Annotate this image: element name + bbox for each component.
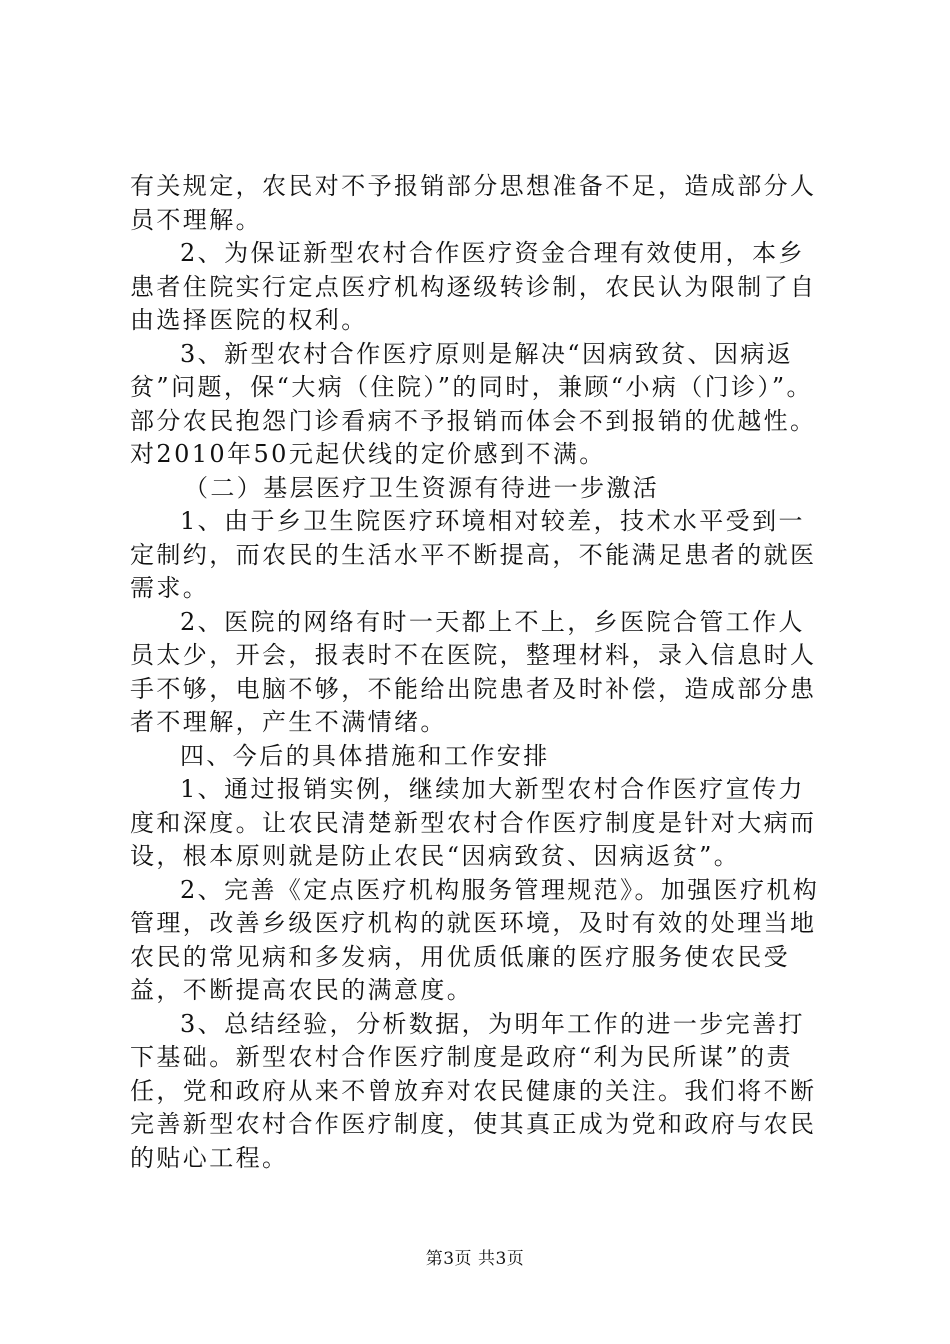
paragraph-measure-2: 2、完善《定点医疗机构服务管理规范》。加强医疗机构管理，改善乡级医疗机构的就医环境，及时有效的处理当地农民的常见病和多发病，用优质低廉的医疗服务使农民受益，不断提高农民的满意度。 [130, 875, 820, 1004]
paragraph-measure-1: 1、通过报销实例，继续加大新型农村合作医疗宣传力度和深度。让农民清楚新型农村合作医疗制度是针对大病而设，根本原则就是防止农民“因病致贫、因病返贫”。 [130, 775, 817, 870]
paragraph-continuation: 有关规定，农民对不予报销部分思想准备不足，造成部分人员不理解。 [130, 172, 817, 234]
section-heading-4: 四、今后的具体措施和工作安排 [180, 741, 550, 770]
page-number-footer: 第3页 共3页 [425, 1249, 525, 1269]
paragraph-item-3: 3、新型农村合作医疗原则是解决“因病致贫、因病返贫”问题，保“大病（住院）”的同时，兼顾“小病（门诊）”。部分农民抱怨门诊看病不予报销而体会不到报销的优越性。对2010年50元起伏线的定价感到不满。 [130, 339, 817, 468]
paragraph-item-2: 2、为保证新型农村合作医疗资金合理有效使用，本乡患者住院实行定点医疗机构逐级转诊制，农民认为限制了自由选择医院的权利。 [130, 239, 817, 334]
paragraph-item-2b: 2、医院的网络有时一天都上不上，乡医院合管工作人员太少，开会，报表时不在医院，整理材料，录入信息时人手不够，电脑不够，不能给出院患者及时补偿，造成部分患者不理解，产生不满情绪。 [130, 607, 817, 736]
document-body [130, 170, 830, 1175]
paragraph-measure-3: 3、总结经验，分析数据，为明年工作的进一步完善打下基础。新型农村合作医疗制度是政府“利为民所谋”的责任，党和政府从来不曾放弃对农民健康的关注。我们将不断完善新型农村合作医疗制度，使其真正成为党和政府与农民的贴心工程。 [130, 1009, 817, 1172]
paragraph-item-1: 1、由于乡卫生院医疗环境相对较差，技术水平受到一定制约，而农民的生活水平不断提高，不能满足患者的就医需求。 [130, 507, 817, 602]
section-heading-2: （二）基层医疗卫生资源有待进一步激活 [184, 473, 660, 502]
